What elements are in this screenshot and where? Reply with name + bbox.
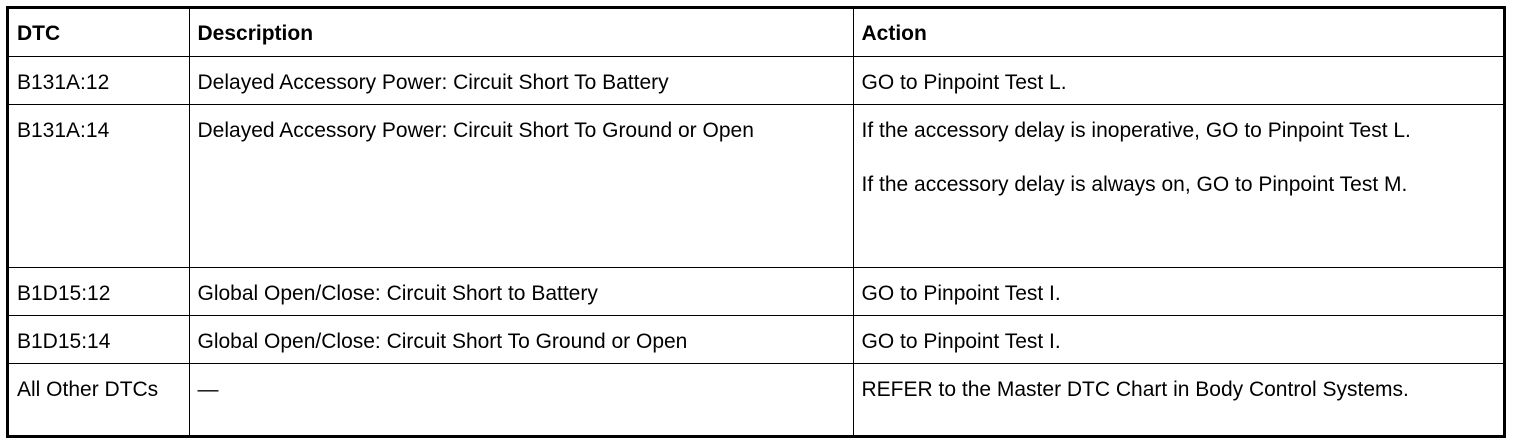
dtc-table-frame — [6, 6, 1506, 438]
action-text: GO to Pinpoint Test I. — [861, 330, 1061, 353]
table-row — [9, 268, 1503, 316]
dtc-code-cell: B1D15:12 — [9, 268, 189, 316]
action-text: GO to Pinpoint Test I. — [861, 282, 1061, 305]
description-cell: Global Open/Close: Circuit Short to Battery — [189, 268, 853, 316]
action-cell — [853, 268, 1503, 316]
header-action: Action — [853, 9, 1503, 57]
action-cell — [853, 105, 1503, 268]
description-cell: Delayed Accessory Power: Circuit Short To Ground or Open — [189, 105, 853, 268]
action-text: If the accessory delay is always on, GO to Pinpoint Test M. — [861, 173, 1408, 196]
action-text: REFER to the Master DTC Chart in Body Control Systems. — [861, 378, 1409, 401]
header-description: Description — [189, 9, 853, 57]
table-header-row — [9, 9, 1503, 57]
dtc-code-cell: B131A:12 — [9, 57, 189, 105]
action-cell — [853, 57, 1503, 105]
table-row — [9, 316, 1503, 364]
action-text: If the accessory delay is inoperative, GO to Pinpoint Test L. — [861, 119, 1411, 142]
dtc-code-cell: B1D15:14 — [9, 316, 189, 364]
table-row — [9, 57, 1503, 105]
dtc-table — [9, 9, 1503, 435]
dtc-code-cell: B131A:14 — [9, 105, 189, 268]
description-cell: — — [189, 364, 853, 436]
action-text: GO to Pinpoint Test L. — [861, 71, 1067, 94]
description-cell: Delayed Accessory Power: Circuit Short To Battery — [189, 57, 853, 105]
action-cell — [853, 316, 1503, 364]
description-cell: Global Open/Close: Circuit Short To Ground or Open — [189, 316, 853, 364]
table-row — [9, 364, 1503, 436]
action-cell — [853, 364, 1503, 436]
header-dtc: DTC — [9, 9, 189, 57]
dtc-code-cell: All Other DTCs — [9, 364, 189, 436]
table-row — [9, 105, 1503, 268]
